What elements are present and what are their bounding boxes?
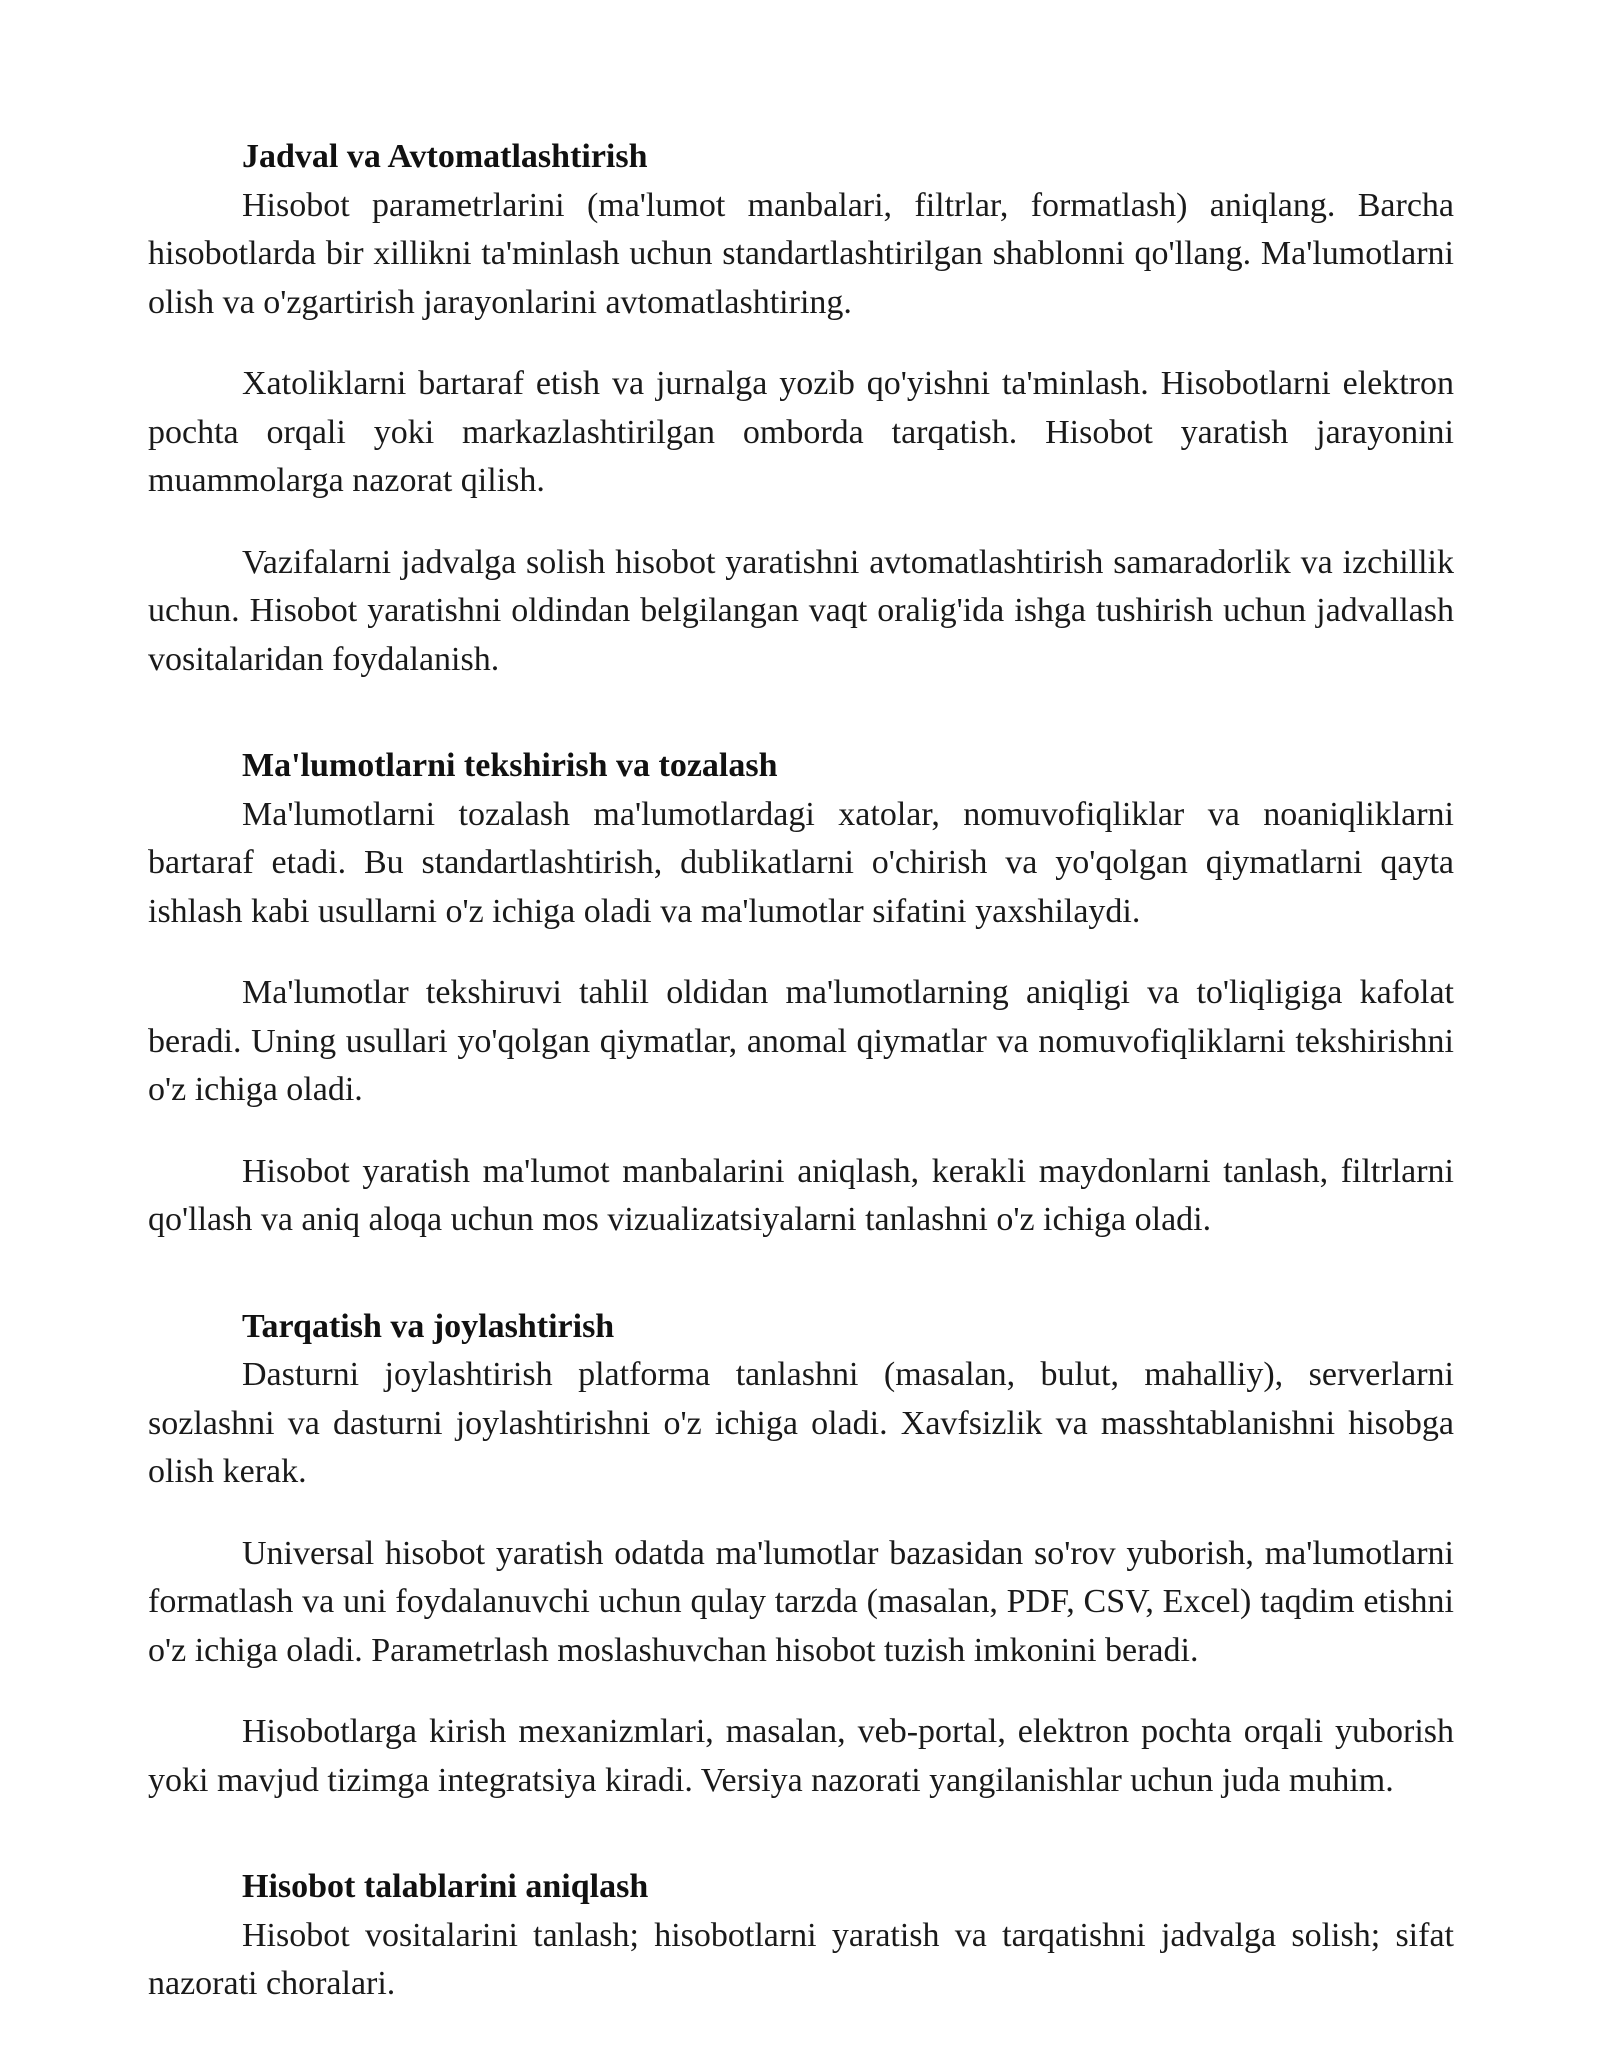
section-heading: Ma'lumotlarni tekshirish va tozalash: [242, 747, 778, 784]
section-tarqatish-joylashtirish: [148, 1303, 1454, 1806]
paragraph: Ma'lumotlar tekshiruvi tahlil oldidan ma'lumotlarning aniqligi va to'liqligiga kafolat beradi. Uning usullari yo'qolgan qiymatlar, anomal qiymatlar va nomuvofiqliklarni tekshirishni o'z ichiga oladi.: [148, 974, 1454, 1108]
section-hisobot-talablari: [148, 1863, 1454, 2009]
paragraph: Vazifalarni jadvalga solish hisobot yaratishni avtomatlashtirish samaradorlik va izchillik uchun. Hisobot yaratishni oldindan belgilangan vaqt oralig'ida ishga tushirish uchun jadvallash vositalaridan foydalanish.: [148, 543, 1454, 678]
paragraph: Hisobot vositalarini tanlash; hisobotlarni yaratish va tarqatishni jadvalga solish; sifat nazorati choralari.: [148, 1916, 1454, 2002]
section-heading: Hisobot talablarini aniqlash: [242, 1868, 649, 1905]
paragraph: Hisobotlarga kirish mexanizmlari, masalan, veb-portal, elektron pochta orqali yuborish yoki mavjud tizimga integratsiya kiradi. Versiya nazorati yangilanishlar uchun juda muhim.: [148, 1713, 1454, 1799]
document-body: [148, 133, 1454, 2009]
section-heading: Tarqatish va joylashtirish: [242, 1307, 615, 1345]
paragraph: Universal hisobot yaratish odatda ma'lumotlar bazasidan so'rov yuborish, ma'lumotlarni formatlash va uni foydalanuvchi uchun qulay tarzda (masalan, PDF, CSV, Excel) taqdim etishni o'z ichiga oladi. Parametrlash moslashuvchan hisobot tuzish imkonini beradi.: [148, 1534, 1454, 1669]
paragraph: Hisobot parametrlarini (ma'lumot manbalari, filtrlar, formatlash) aniqlang. Barcha hisobotlarda bir xillikni ta'minlash uchun standartlashtirilgan shablonni qo'llang. Ma'lumotlarni olish va o'zgartirish jarayonlarini avtomatlashtiring.: [148, 186, 1454, 321]
section-heading: Jadval va Avtomatlashtirish: [242, 138, 648, 175]
section-malumotlarni-tekshirish: [148, 742, 1454, 1245]
paragraph: Ma'lumotlarni tozalash ma'lumotlardagi xatolar, nomuvofiqliklar va noaniqliklarni bartaraf etadi. Bu standartlashtirish, dublikatlarni o'chirish va yo'qolgan qiymatlarni qayta ishlash kabi usullarni o'z ichiga oladi va ma'lumotlar sifatini yaxshilaydi.: [148, 795, 1454, 930]
section-jadval-avtomatlashtirish: [148, 133, 1454, 684]
paragraph: Xatoliklarni bartaraf etish va jurnalga yozib qo'yishni ta'minlash. Hisobotlarni elektron pochta orqali yoki markazlashtirilgan omborda tarqatish. Hisobot yaratish jarayonini muammolarga nazorat qilish.: [148, 365, 1454, 499]
paragraph: Hisobot yaratish ma'lumot manbalarini aniqlash, kerakli maydonlarni tanlash, filtrlarni qo'llash va aniq aloqa uchun mos vizualizatsiyalarni tanlashni o'z ichiga oladi.: [148, 1152, 1454, 1238]
paragraph: Dasturni joylashtirish platforma tanlashni (masalan, bulut, mahalliy), serverlarni sozlashni va dasturni joylashtirishni o'z ichiga oladi. Xavfsizlik va masshtablanishni hisobga olish kerak.: [148, 1356, 1454, 1490]
